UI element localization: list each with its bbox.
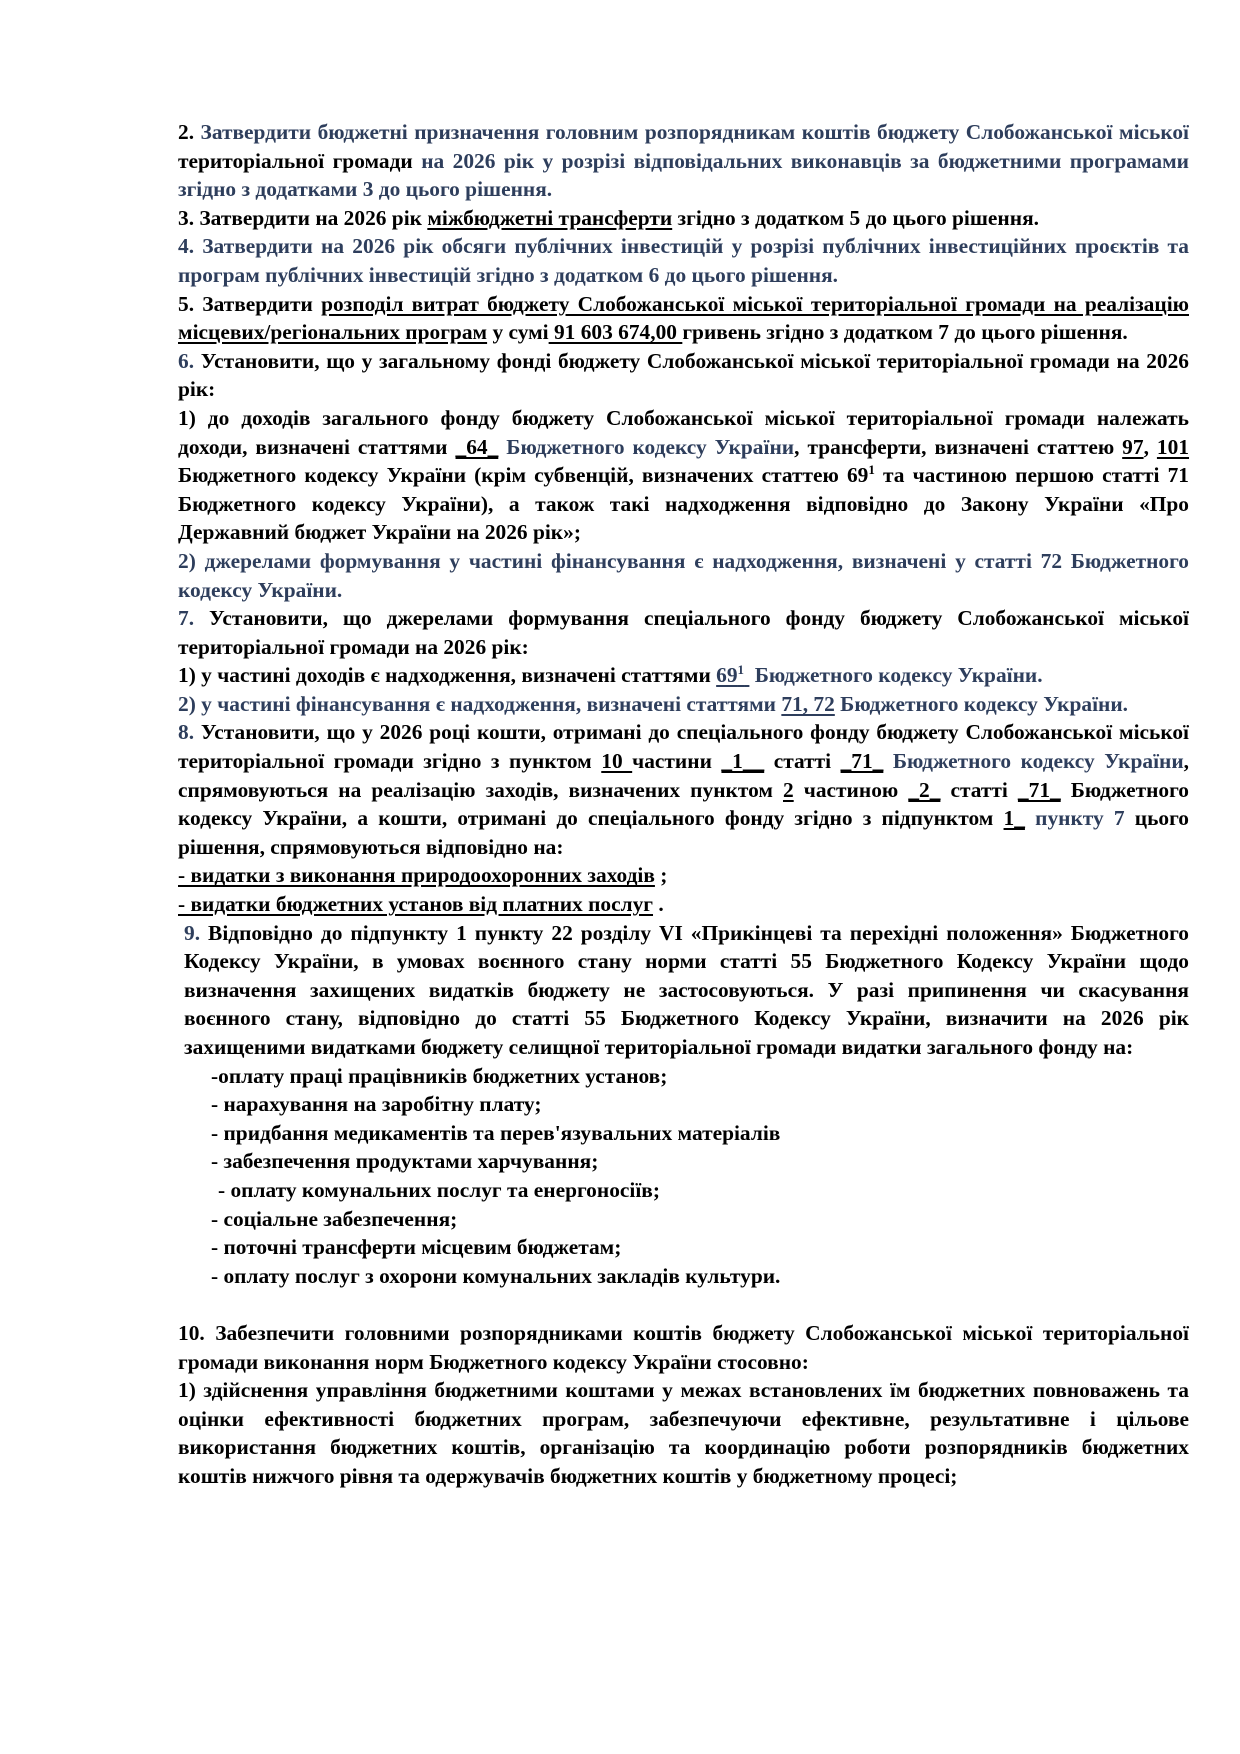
list-item-text: - видатки з виконання природоохоронних заходів [178, 863, 655, 888]
code-ref: Бюджетного кодексу України. [749, 663, 1043, 688]
article-ref: _1__ [721, 749, 765, 774]
text: цього рішення, спрямовуються відповідно на: [178, 806, 1190, 859]
article-ref: 101 [1156, 434, 1190, 459]
list-item: - забезпечення продуктами харчування; [211, 1149, 599, 1174]
text: 1) до доходів загального фонду бюджету Слобожанської міської територіальної громади належать доходи, визначені статтями [178, 405, 1189, 459]
text: Установити, що джерелами формування спеціального фонду бюджету Слобожанської міської територіальної громади на 2026 рік: [178, 606, 1189, 659]
text: до цього рішення. [659, 262, 839, 287]
text: 4. Затвердити на 2026 рік обсяги публічних інвестицій у розрізі публічних інвестиційних проєктів та програм публічних інвестицій згідно з [178, 234, 1189, 287]
text: статті [940, 777, 1018, 802]
code-ref: Бюджетного кодексу України [498, 434, 795, 459]
text: частиною [793, 777, 909, 802]
text: 1) здійснення управління бюджетними коштами у межах встановлених їм бюджетних повноважень та оцінки ефективності бюджетних програм, забезпечуючи ефективне, результативне і цільове використання бюджетних коштів, організацію та координацію роботи розпорядників бюджетних коштів нижчого рівня та одержувачів бюджетних коштів у бюджетному процесі; [178, 1378, 1189, 1488]
item-number: 9. [184, 920, 201, 945]
list-item [178, 861, 1189, 890]
article-ref: 71, 72 [781, 691, 835, 716]
paragraph-7-1 [178, 661, 1189, 690]
item-number: 2. [178, 120, 195, 144]
text: територіальної громади [178, 148, 413, 173]
appendix-ref: додатками 3 [255, 177, 374, 202]
text: на 2026 рік у розрізі відповідальних виконавців за бюджетними програмами згідно з [178, 148, 1189, 202]
text: . [653, 892, 664, 917]
article-ref: _71_ [1017, 777, 1061, 802]
text: згідно з [672, 205, 755, 230]
text: , [1143, 434, 1157, 459]
superscript: 1 [737, 662, 745, 678]
text: та частиною першою статті 71 Бюджетного кодексу України), а також такі надходження відповідно до Закону України «Про Державний бюджет України на 2026 рік»; [178, 463, 1189, 545]
paragraph-6 [178, 347, 1189, 404]
text: Установити, що у загальному фонді бюджету Слобожанської міської територіальної громади на 2026 рік: [178, 348, 1189, 402]
paragraph-10 [178, 1319, 1189, 1376]
paragraph-2 [178, 118, 1189, 204]
list-item: - придбання медикаментів та перев'язувальних матеріалів [211, 1120, 781, 1145]
item-number: 6. [178, 348, 195, 373]
list-item-text: - видатки бюджетних установ від платних послуг [178, 892, 654, 917]
text: 1) у частині доходів є надходження, визначені статтями [178, 663, 717, 688]
appendix-ref: додатком 5 [754, 205, 861, 230]
article-ref: 10 [601, 749, 633, 774]
list-item: - нарахування на заробітну плату; [211, 1092, 542, 1117]
paragraph-8 [178, 718, 1189, 861]
list-item: -оплату праці працівників бюджетних установ; [211, 1063, 668, 1088]
item-number: 8. [178, 720, 195, 745]
paragraph-6-2 [178, 547, 1189, 604]
text: Бюджетного кодексу України (крім субвенцій, визначених статтею 69 [178, 463, 869, 488]
text: 2) джерелами формування у частині фінансування є надходження, визначені у статті 72 Бюджетного кодексу України. [178, 548, 1189, 602]
text: , спрямовуються на реалізацію заходів, визначених пунктом [178, 749, 1190, 802]
code-ref: Бюджетного кодексу України [883, 749, 1184, 774]
list-item: - оплату комунальних послуг та енергоносіїв; [218, 1177, 660, 1202]
paragraph-7-2 [178, 690, 1189, 719]
text: 10. Забезпечити головними розпорядниками коштів бюджету Слобожанської міської територіальної громади виконання норм Бюджетного кодексу України стосовно: [178, 1320, 1189, 1374]
article-ref: _64_ [455, 434, 499, 459]
underlined-term: розподіл витрат бюджету Слобожанської міської територіальної громади на реалізацію місцевих/регіональних програм [178, 291, 1189, 345]
text: гривень згідно з [682, 320, 844, 345]
article-ref: _71_ [840, 749, 884, 774]
list-item [178, 890, 1189, 919]
article-ref: _2_ [908, 777, 941, 802]
text: у сумі [487, 320, 549, 345]
underlined-term: міжбюджетні трансферти [427, 205, 673, 230]
text: , трансферти, визначені статтею [794, 434, 1123, 459]
text: 2) у частині фінансування є надходження, визначені статтями [178, 691, 782, 716]
text: ; [654, 863, 668, 888]
amount-value: 91 603 674,00 [548, 320, 683, 345]
list-item: - оплату послуг з охорони комунальних закладів культури. [211, 1263, 781, 1288]
list-item: - соціальне забезпечення; [211, 1206, 458, 1231]
article-ref: 69 [716, 663, 738, 688]
article-ref: 1_ [1003, 806, 1025, 831]
appendix-ref: додатком 6 [553, 262, 660, 287]
text: частини [632, 749, 722, 774]
paragraph-3 [178, 204, 1189, 233]
list-item: - поточні трансферти місцевим бюджетам; [211, 1235, 622, 1260]
text: статті [764, 749, 841, 774]
article-ref: 2 [783, 777, 794, 802]
protected-expenses-list [178, 1062, 1189, 1291]
text: Затвердити бюджетні призначення головним розпорядникам коштів бюджету Слобожанської міської [194, 120, 1189, 144]
text: 3. Затвердити на 2026 рік [178, 205, 428, 230]
text: до цього рішення. [949, 320, 1128, 345]
text: до цього рішення. [860, 205, 1039, 230]
text: 5. Затвердити [178, 291, 322, 316]
text: Бюджетного кодексу України, а кошти, отримані до спеціального фонду згідно з підпунктом [178, 777, 1189, 831]
text: до цього рішення. [373, 177, 553, 202]
point-ref: пункту 7 [1024, 806, 1125, 831]
text: Бюджетного кодексу України. [834, 691, 1129, 716]
spacer [178, 1290, 1189, 1319]
paragraph-5 [178, 290, 1189, 347]
item-number: 7. [178, 606, 195, 631]
appendix-ref: додатком 7 [843, 320, 950, 345]
text: Установити, що у 2026 році кошти, отримані до спеціального фонду бюджету Слобожанської міської територіальної громади згідно з пунктом [178, 720, 1189, 774]
paragraph-7 [178, 604, 1189, 661]
text: Відповідно до підпункту 1 пункту 22 розділу VI «Прикінцеві та перехідні положення» Бюджетного Кодексу України, в умовах воєнного стану норми статті 55 Бюджетного Кодексу України щодо визначення захищених видатків бюджету не застосовуються. У разі припинення чи скасування воєнного стану, відповідно до статті 55 Бюджетного Кодексу України, визначити на 2026 рік захищеними видатками бюджету селищної територіальної громади видатки загального фонду на: [184, 920, 1189, 1059]
article-ref: 97 [1122, 434, 1144, 459]
paragraph-9 [178, 919, 1189, 1062]
superscript: 1 [868, 462, 875, 477]
paragraph-4 [178, 232, 1189, 289]
paragraph-10-1 [178, 1376, 1189, 1490]
paragraph-6-1 [178, 404, 1189, 547]
document-page [178, 118, 1189, 1491]
